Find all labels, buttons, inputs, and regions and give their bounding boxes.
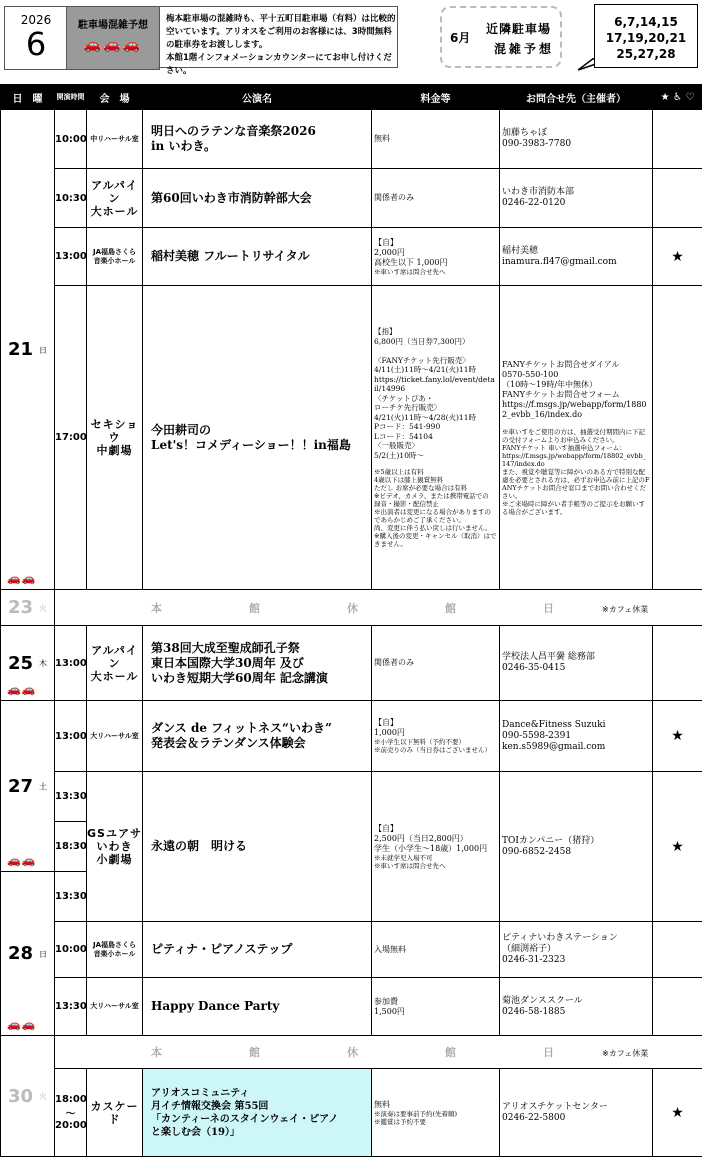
star-icon: ★ — [653, 701, 702, 772]
table-row — [1, 286, 702, 590]
event-venue: 中リハーサル室 — [87, 110, 143, 169]
closed-text: 本 館 休 館 日 — [151, 1046, 592, 1059]
nearby-label-2: 混雑予想 — [494, 42, 555, 56]
car-icons: 🚗🚗 — [7, 683, 37, 696]
parking-forecast-label — [66, 6, 160, 70]
event-time: 18:30 — [55, 822, 87, 872]
table-row — [1, 169, 702, 228]
price-note: ※小学生以下無料（予約不要） ※前売りのみ（当日券はございません） — [374, 738, 491, 754]
event-contact: TOIカンパニー（猪狩） 090-6852-2458 — [500, 772, 653, 922]
event-price: 無料 ※演奏は要事前予約(先着順) ※鑑賞は予約不要 — [372, 1069, 500, 1157]
table-row — [1, 701, 702, 772]
event-time: 10:30 — [55, 169, 87, 228]
schedule-header — [0, 0, 702, 84]
closed-notice — [55, 1036, 702, 1069]
event-time: 13:00 — [55, 626, 87, 701]
event-price: 入場無料 — [372, 922, 500, 978]
event-price: 【自】 2,000円 高校生以下 1,000円 ※車いす席は問合せ先へ — [372, 228, 500, 286]
nearby-parking-box — [440, 6, 562, 68]
congestion-dates — [595, 14, 697, 62]
car-icons: 🚗🚗 — [7, 1018, 37, 1031]
event-title: アリオスコミュニティ 月イチ情報交換会 第55回 「カンティーネのスタインウェイ・ピアノ と楽しむ会（19）」 — [143, 1069, 372, 1157]
notice-line: 空いています。アリオスをご利用のお客様には、3時間無料 — [166, 27, 392, 37]
month: 6 — [25, 25, 47, 63]
event-venue: JA福島さくら 音楽小ホール — [87, 922, 143, 978]
event-price: 関係者のみ — [372, 169, 500, 228]
star-icon — [653, 169, 702, 228]
cafe-closed: ※カフェ休業 — [602, 604, 649, 614]
event-title: 第60回いわき市消防幹部大会 — [143, 169, 372, 228]
car-icons: 🚗🚗🚗 — [83, 37, 143, 53]
table-row-closed — [1, 1036, 702, 1069]
date-line: 17,19,20,21 — [605, 31, 687, 45]
event-contact: ピティナいわきステーション （細渕裕子） 0246-31-2323 — [500, 922, 653, 978]
table-row — [1, 228, 702, 286]
day-cell: 28 日 🚗🚗 — [1, 872, 55, 1036]
day-cell: 30 火 — [1, 1036, 55, 1157]
notice-line: の駐車券をお渡しします。 — [166, 40, 268, 50]
star-icon: ★ — [653, 1069, 702, 1157]
date-line: 6,7,14,15 — [614, 15, 678, 29]
parking-notice — [158, 6, 398, 76]
event-venue: 大リハーサル室 — [87, 978, 143, 1036]
col-contact: お問合せ先（主催者） — [500, 85, 653, 110]
closed-text: 本 館 休 館 日 — [151, 601, 592, 615]
notice-line: 本館1階インフォメーションカウンターにてお申し付けください。 — [166, 53, 392, 76]
event-title: 今田耕司の Let's！コメディーショー！！in福島 — [143, 286, 372, 590]
event-time: 10:00 — [55, 110, 87, 169]
event-contact: いわき市消防本部 0246-22-0120 — [500, 169, 653, 228]
day-cell: 27 土 🚗🚗 — [1, 701, 55, 872]
col-day: 日 曜 — [1, 85, 55, 110]
star-icon: ★ — [653, 228, 702, 286]
event-venue: アルパイン 大ホール — [87, 626, 143, 701]
col-price: 料金等 — [372, 85, 500, 110]
col-time: 開演時間 — [55, 85, 87, 110]
contact-note: ※車いすをご使用の方は、抽選受付期間内に下記の受付フォームよりお申込みください。 FANYチケット 車いす抽選申込フォーム： https://f.msgs.jp/webapp/form/18802_evbb_147/index.do また、視覚や聴覚等に障がいのある方で特別な配慮を必要とされる方は、必ずお申込み前に上記のFANYチケットお問合せ窓口までお問い合わせください。 ※ご来場時に障がい者手帳等のご提示をお願いする場合がございます。 — [502, 427, 650, 516]
event-time: 13:30 — [55, 978, 87, 1036]
event-price: 【自】 1,000円 ※小学生以下無料（予約不要） ※前売りのみ（当日券はございません） — [372, 701, 500, 772]
event-title: ダンス de フィットネス“いわき” 発表会＆ラテンダンス体験会 — [143, 701, 372, 772]
event-contact: アリオスチケットセンター 0246-22-5800 — [500, 1069, 653, 1157]
cafe-closed: ※カフェ休業 — [602, 1049, 649, 1058]
congestion-dates-bubble — [594, 4, 698, 68]
date-line: 25,27,28 — [616, 47, 676, 61]
event-title: 明日へのラテンな音楽祭2026 in いわき。 — [143, 110, 372, 169]
event-contact: FANYチケットお問合せダイアル 0570-550-100 （10時〜19時/年中無休） FANYチケットお問合せフォーム https://f.msgs.jp/webapp/form/18802_evbb_16/index.do ※車いすをご使用の方は、抽選受付期間内に下記の受付フォームよりお申込みください。 FANYチケット 車いす抽選申込フォーム： https://f.msgs.jp/webapp/form/18802_evbb_147/index.do また、視覚や聴覚等に障がいのある方で特別な配慮を必要とされる方は、必ずお申込み前に上記のFANYチケットお問合せ窓口までお問い合わせください。 ※ご来場時に障がい者手帳等のご提示をお願いする場合がございます。 — [500, 286, 653, 590]
event-venue: アルパイン 大ホール — [87, 169, 143, 228]
event-contact: Dance&Fitness Suzuki 090-5598-2391 ken.s5989@gmail.com — [500, 701, 653, 772]
event-contact: 菊池ダンススクール 0246-58-1885 — [500, 978, 653, 1036]
price-note: ※演奏は要事前予約(先着順) ※鑑賞は予約不要 — [374, 1109, 458, 1126]
event-title: ピティナ・ピアノステップ — [143, 922, 372, 978]
event-venue: JA福島さくら 音楽小ホール — [87, 228, 143, 286]
table-row — [1, 922, 702, 978]
event-title: 永遠の朝 明ける — [143, 772, 372, 922]
event-time: 13:00 — [55, 701, 87, 772]
event-contact: 学校法人昌平黌 総務部 0246-35-0415 — [500, 626, 653, 701]
table-header-row — [1, 85, 702, 110]
star-icon — [653, 922, 702, 978]
car-icons: 🚗🚗 — [7, 572, 37, 585]
table-row — [1, 772, 702, 822]
col-marks: ★ ♿ ♡ — [653, 85, 702, 110]
closed-notice — [55, 590, 702, 626]
event-time: 10:00 — [55, 922, 87, 978]
table-row — [1, 1069, 702, 1157]
table-row — [1, 110, 702, 169]
event-venue: セキショウ 中劇場 — [87, 286, 143, 590]
star-icon — [653, 110, 702, 169]
event-time: 13:30 — [55, 772, 87, 822]
event-time: 18:00 〜 20:00 — [55, 1069, 87, 1157]
star-icon: ★ — [653, 772, 702, 922]
schedule-table — [0, 84, 702, 1157]
notice-line: 梅本駐車場の混雑時も、平十五町目駐車場（有料）は比較的 — [166, 14, 396, 24]
day-cell: 23 火 — [1, 590, 55, 626]
day-cell: 25 木 🚗🚗 — [1, 626, 55, 701]
day-cell: 21 日 🚗🚗 — [1, 110, 55, 590]
event-time: 13:30 — [55, 872, 87, 922]
event-title: Happy Dance Party — [143, 978, 372, 1036]
event-time: 13:00 — [55, 228, 87, 286]
event-contact: 加藤ちゃぼ 090-3983-7780 — [500, 110, 653, 169]
nearby-month: 6月 — [450, 31, 471, 45]
event-price: 無料 — [372, 110, 500, 169]
event-title: 第38回大成至聖成師孔子祭 東日本国際大学30周年 及び いわき短期大学60周年 記念講演 — [143, 626, 372, 701]
event-venue: 大リハーサル室 — [87, 701, 143, 772]
year: 2026 — [20, 13, 52, 27]
event-time: 17:00 — [55, 286, 87, 590]
table-row — [1, 626, 702, 701]
event-price: 関係者のみ — [372, 626, 500, 701]
table-row-closed — [1, 590, 702, 626]
star-icon — [653, 978, 702, 1036]
event-title: 稲村美穂 フルートリサイタル — [143, 228, 372, 286]
star-icon — [653, 626, 702, 701]
price-note: ※車いす席は問合せ先へ — [374, 267, 446, 276]
col-title: 公演名 — [143, 85, 372, 110]
event-venue: カスケード — [87, 1069, 143, 1157]
table-row — [1, 978, 702, 1036]
event-venue: GSユアサ いわき 小劇場 — [87, 772, 143, 922]
col-venue: 会 場 — [87, 85, 143, 110]
star-icon — [653, 286, 702, 590]
date-box — [4, 6, 68, 70]
car-icons: 🚗🚗 — [7, 854, 37, 867]
event-price: 【自】 2,500円（当日2,800円） 学生（小学生〜18歳）1,000円 ※未就学児入場不可 ※車いす席は問合せ先へ — [372, 772, 500, 922]
price-note: ※未就学児入場不可 ※車いす席は問合せ先へ — [374, 853, 446, 870]
price-note: ※5歳以上は有料 4歳以下は膝上観賞無料 ただし お席が必要な場合は有料 ※ビデオ、カメラ、または携帯電話での 録音・撮影・配信禁止 ※出演者は変更になる場合がありますのであらかじめご了承ください。 尚、変更に伴う払い戻しは行いません。 ※購入後の変更・キャンセル（取消）はできません。 — [374, 468, 497, 548]
event-price: 【指】 6,800円（当日券7,300円） 〈FANYチケット先行販売〉 4/11(土)11時〜4/21(火)11時 https://ticket.fany.lol/event/detail/14996 〈チケットぴあ・ ローチケ先行販売〉 4/21(火)11時〜4/28(火)11時 Pコード：541-990 Lコード：54104 〈一般販売〉 5/2(土)10時〜 ※5歳以上は有料 4歳以下は膝上観賞無料 ただし お席が必要な場合は有料 ※ビデオ、カメラ、または携帯電話での 録音・撮影・配信禁止 ※出演者は変更になる場合がありますのであらかじめご了承ください。 尚、変更に伴う払い戻しは行いません。 ※購入後の変更・キャンセル（取消）はできません。 — [372, 286, 500, 590]
nearby-label-1: 近隣駐車場 — [486, 22, 552, 36]
parking-title: 駐車場混雑予想 — [78, 20, 148, 31]
event-price: 参加費 1,500円 — [372, 978, 500, 1036]
event-contact: 稲村美穂 inamura.fl47@gmail.com — [500, 228, 653, 286]
